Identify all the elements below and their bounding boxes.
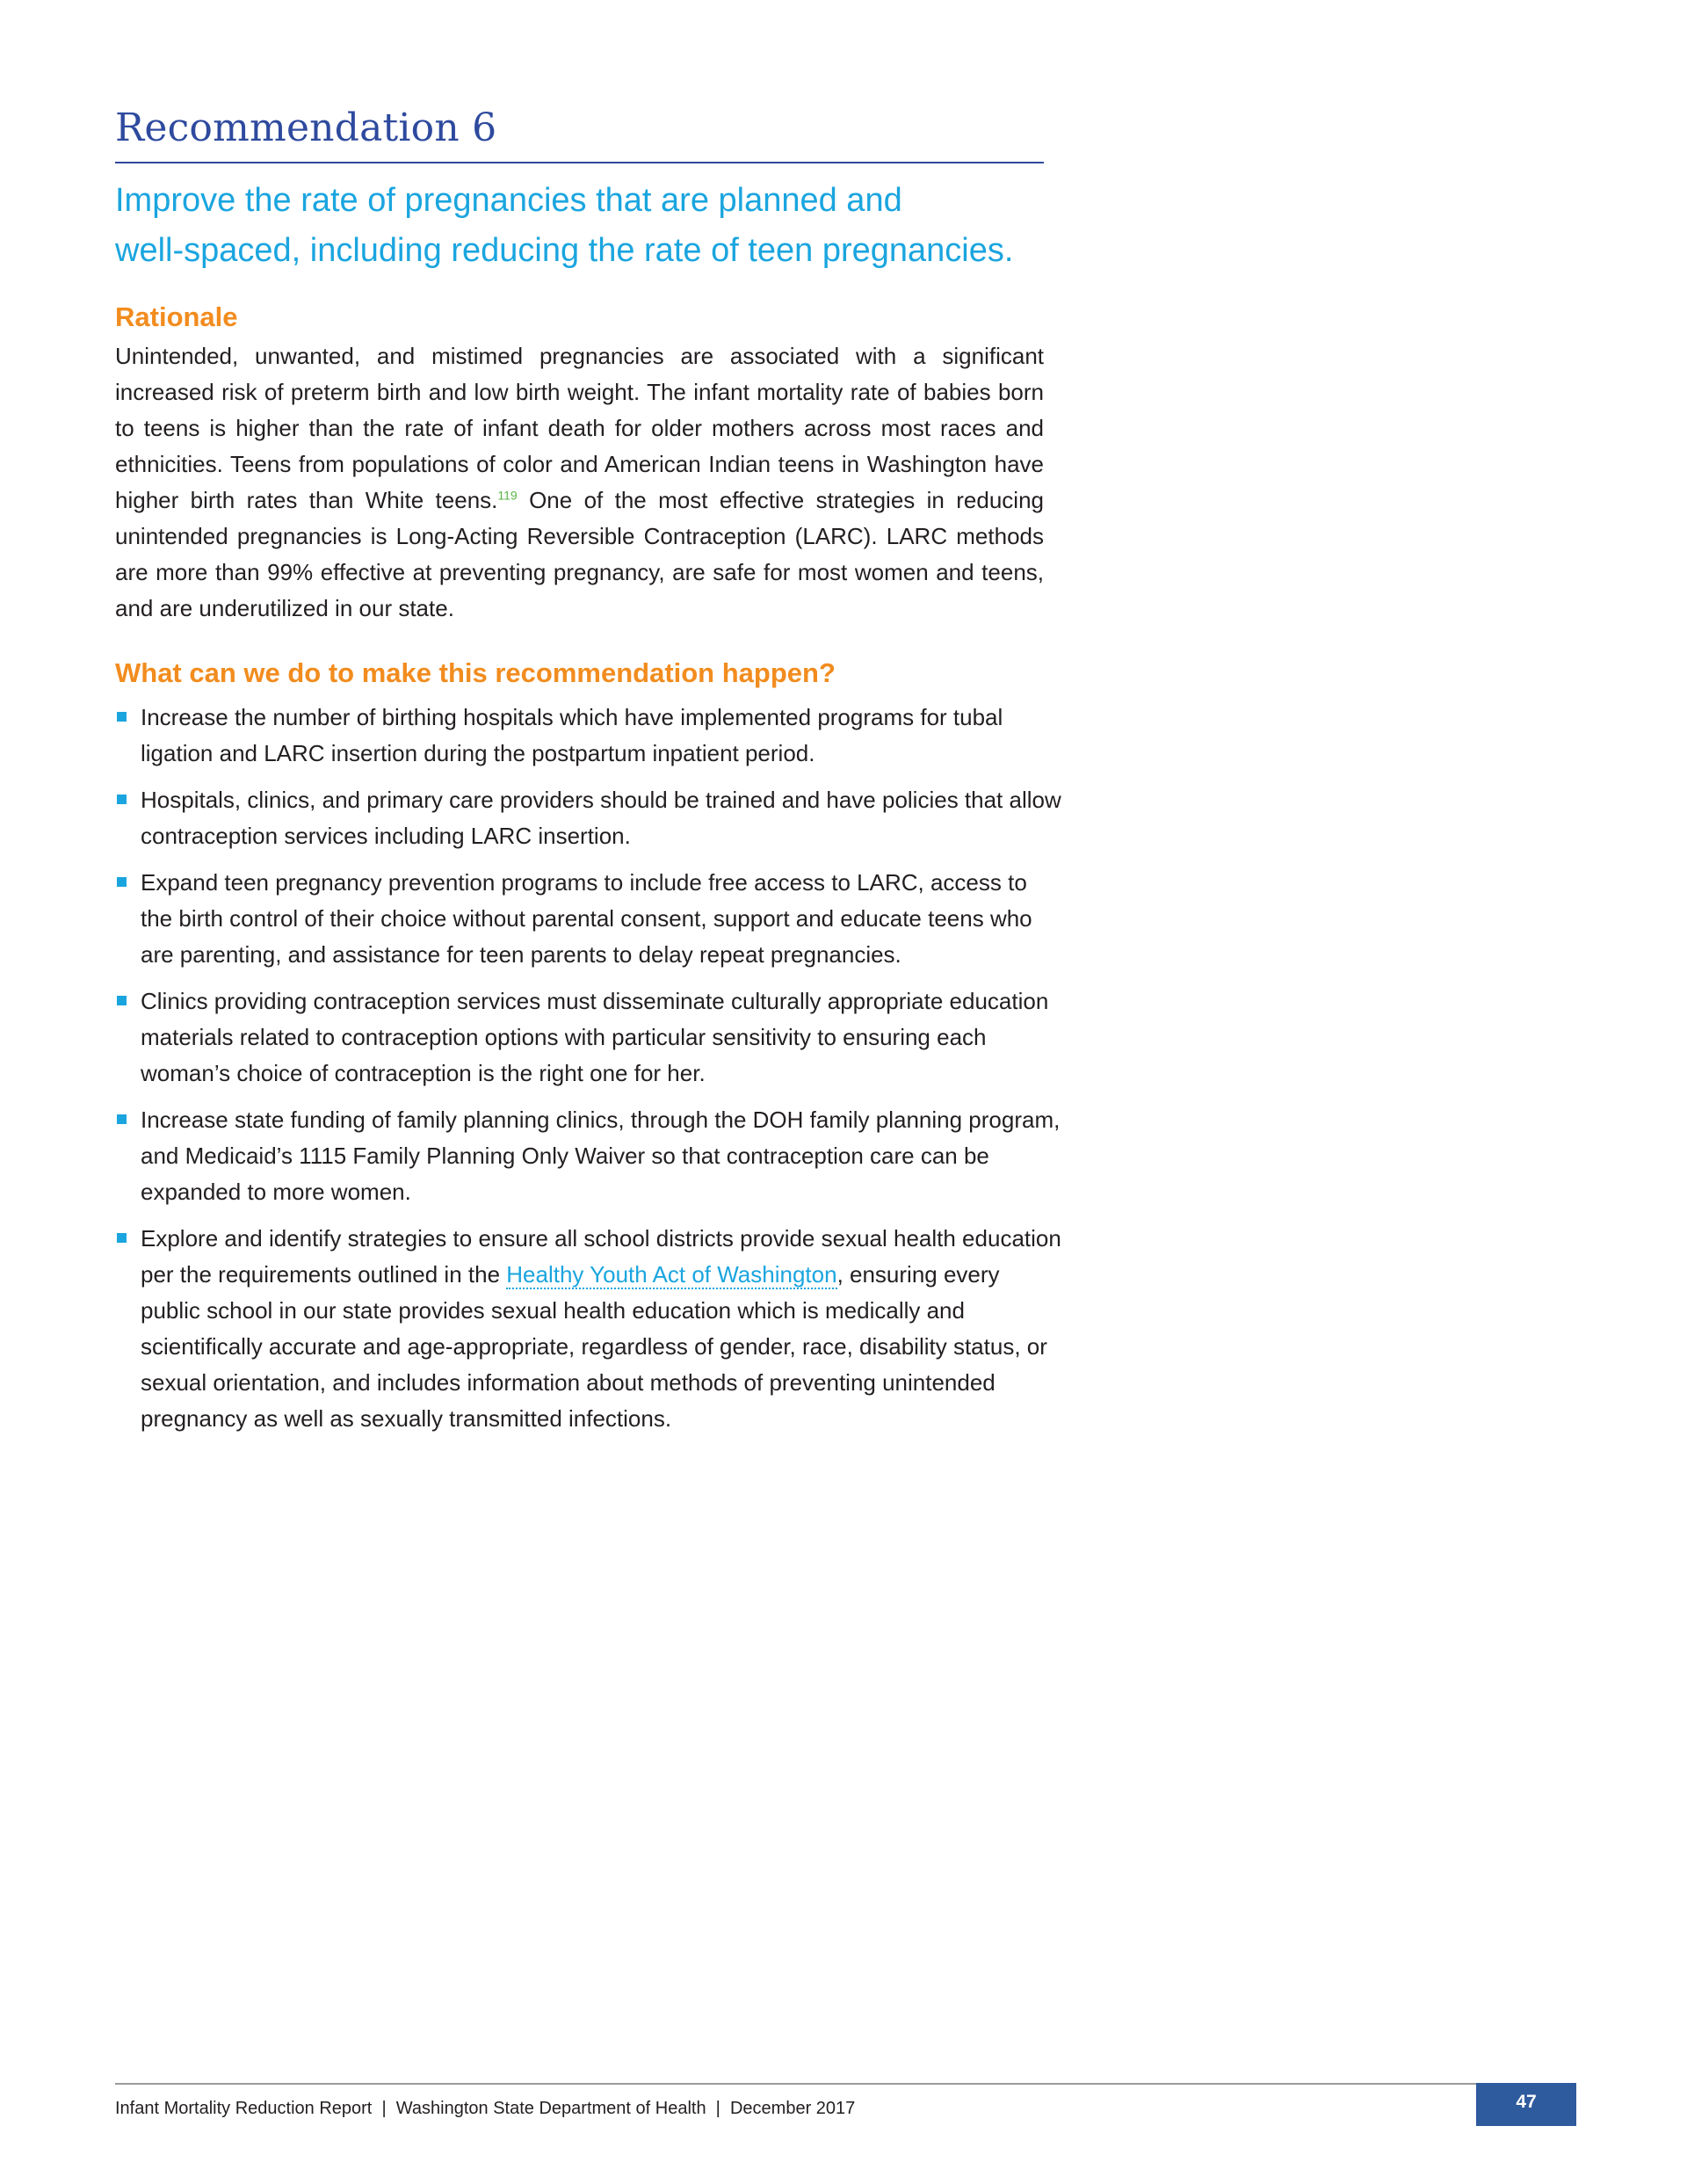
list-item bbox=[115, 865, 1064, 973]
list-item bbox=[115, 1221, 1064, 1437]
list-item-text: Increase state funding of family planning clinics, through the DOH family planning program, and Medicaid’s 1115 Family Planning Only Waiver so that contraception care can be expanded to more women. bbox=[141, 1107, 1061, 1205]
footer-text: Infant Mortality Reduction Report | Washington State Department of Health | December 2017 bbox=[115, 2099, 856, 2118]
list-item bbox=[115, 700, 1064, 772]
page-number: 47 bbox=[1516, 2092, 1537, 2112]
bullet-square-icon bbox=[117, 1114, 127, 1124]
action-list bbox=[115, 700, 1064, 1448]
footer-divider bbox=[115, 2083, 1476, 2085]
page-number-badge bbox=[1476, 2083, 1576, 2126]
bullet-square-icon bbox=[117, 795, 127, 804]
list-item bbox=[115, 1102, 1064, 1210]
recommendation-subtitle bbox=[115, 176, 1082, 276]
bullet-square-icon bbox=[117, 1233, 127, 1243]
title-divider bbox=[115, 162, 1044, 163]
healthy-youth-act-link[interactable]: Healthy Youth Act of Washington bbox=[506, 1261, 837, 1288]
subtitle-line-2: well-spaced, including reducing the rate of teen pregnancies. bbox=[115, 232, 1014, 269]
footnote-reference[interactable]: 119 bbox=[497, 488, 518, 503]
list-item bbox=[115, 782, 1064, 854]
rationale-text-part-1: Unintended, unwanted, and mistimed pregnancies are associated with a significant increased risk of preterm birth and low birth weight. The infant mortality rate of babies born to teens is higher than the rate of infant death for older mothers across most races and ethnicities. Teens from populations of color and American Indian teens in Washington have higher birth rates than White teens. bbox=[115, 343, 1044, 513]
list-item-text: Hospitals, clinics, and primary care providers should be trained and have policies that allow contraception services including LARC insertion. bbox=[141, 787, 1061, 849]
subtitle-line-1: Improve the rate of pregnancies that are planned and bbox=[115, 182, 902, 219]
rationale-heading: Rationale bbox=[115, 301, 238, 332]
list-item bbox=[115, 983, 1064, 1092]
bullet-square-icon bbox=[117, 712, 127, 722]
list-item-text-before-link: Explore and identify strategies to ensure all school districts provide sexual health education per the requirements outlined in the bbox=[141, 1225, 1061, 1288]
list-item-text: Expand teen pregnancy prevention programs to include free access to LARC, access to the birth control of their choice without parental consent, support and educate teens who are parenting, and assistance for teen parents to delay repeat pregnancies. bbox=[141, 869, 1032, 968]
rationale-paragraph bbox=[115, 338, 1044, 627]
bullet-square-icon bbox=[117, 996, 127, 1005]
bullet-square-icon bbox=[117, 877, 127, 887]
list-item-text: Clinics providing contraception services must disseminate culturally appropriate education materials related to contraception options with particular sensitivity to ensuring each woman’s choice of contraception is the right one for her. bbox=[141, 988, 1049, 1086]
list-item-text-after-link: , ensuring every public school in our state provides sexual health education which is medically and scientifically accurate and age-appropriate, regardless of gender, race, disability status, or sexual orientation, and includes information about methods of preventing unintended pregnancy as well as sexually transmitted infections. bbox=[141, 1261, 1047, 1432]
page-title: Recommendation 6 bbox=[115, 105, 497, 150]
actions-heading: What can we do to make this recommendation happen? bbox=[115, 657, 836, 688]
rationale-text-part-2: One of the most effective strategies in reducing unintended pregnancies is Long-Acting Reversible Contraception (LARC). LARC methods are more than 99% effective at preventing pregnancy, are safe for most women and teens, and are underutilized in our state. bbox=[115, 487, 1044, 621]
list-item-text: Increase the number of birthing hospitals which have implemented programs for tubal ligation and LARC insertion during the postpartum inpatient period. bbox=[141, 704, 1003, 766]
